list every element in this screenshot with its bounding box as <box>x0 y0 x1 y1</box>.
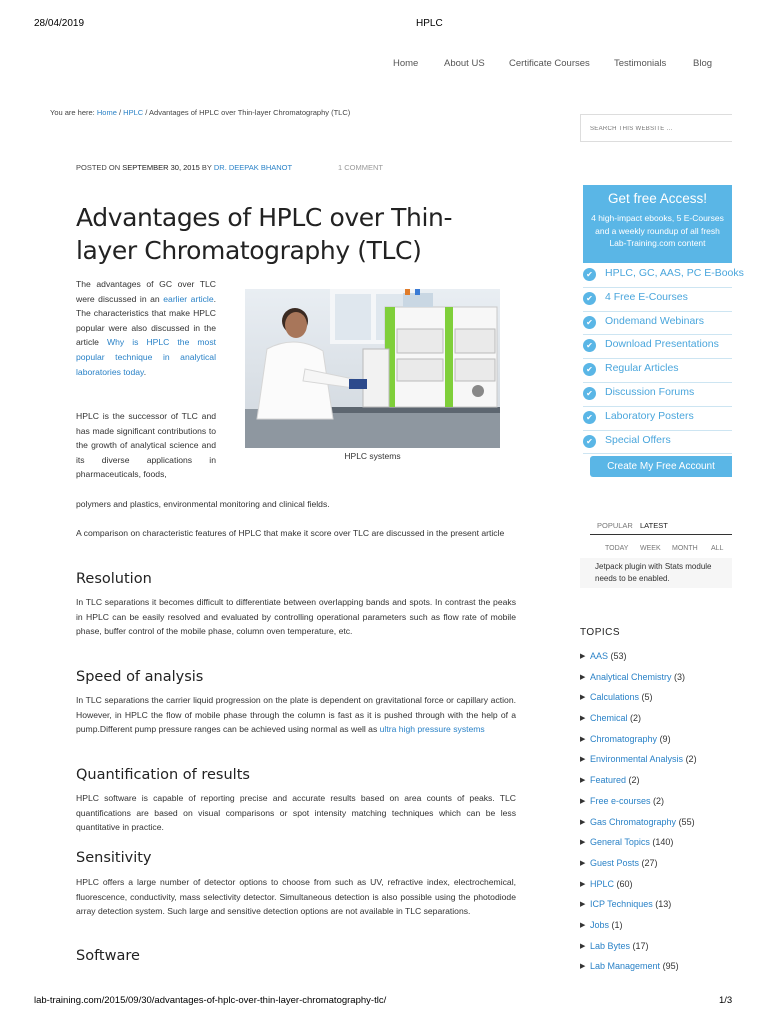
topic-count: (2) <box>628 775 640 786</box>
topic-count: (140) <box>652 837 674 848</box>
breadcrumb <box>50 108 350 117</box>
topic-label <box>590 920 623 930</box>
hplc-systems-photo <box>245 289 500 448</box>
topic-link[interactable]: Jobs <box>590 919 610 930</box>
promo-item[interactable] <box>583 383 732 407</box>
arrow-right-icon: ▶ <box>580 653 586 660</box>
check-icon: ✔ <box>583 363 596 376</box>
post-date: SEPTEMBER 30, 2015 <box>122 163 200 172</box>
topic-count: (1) <box>611 919 623 930</box>
heading-resolution: Resolution <box>76 571 152 587</box>
by-label: BY <box>201 163 212 172</box>
topic-count: (55) <box>678 816 695 827</box>
promo-item[interactable] <box>583 312 732 336</box>
check-icon: ✔ <box>583 435 596 448</box>
arrow-right-icon: ▶ <box>580 756 586 764</box>
arrow-right-icon: ▶ <box>580 673 586 681</box>
arrow-right-icon: ▶ <box>580 777 586 785</box>
promo-item[interactable] <box>583 288 732 312</box>
topic-link[interactable]: Lab Bytes <box>590 940 631 951</box>
tab-today[interactable]: TODAY <box>605 545 629 552</box>
intro-text-1: The advantages of GC over TLC were discussed in an <box>76 279 216 304</box>
arrow-right-icon: ▶ <box>580 694 586 702</box>
breadcrumb-prefix: You are here: <box>50 108 95 117</box>
topic-link[interactable]: Calculations <box>590 692 640 703</box>
topic-count: (2) <box>653 795 665 806</box>
promo-item-label: 4 Free E-Courses <box>605 290 688 303</box>
arrow-right-icon: ▶ <box>580 880 586 888</box>
promo-item[interactable] <box>583 335 732 359</box>
arrow-right-icon: ▶ <box>580 735 586 743</box>
tab-latest[interactable]: LATEST <box>640 521 668 530</box>
topic-label <box>590 692 653 702</box>
nav-certificate-courses[interactable]: Certificate Courses <box>509 58 590 69</box>
topic-count: (9) <box>659 733 671 744</box>
nav-home[interactable]: Home <box>393 58 419 69</box>
create-account-button[interactable]: Create My Free Account <box>590 456 732 477</box>
intro-text-3: . <box>143 366 147 377</box>
arrow-right-icon: ▶ <box>580 797 586 805</box>
arrow-right-icon: ▶ <box>580 901 586 909</box>
sensitivity-paragraph: HPLC offers a large number of detector options to choose from such as UV, refractive index, electrochemical, fluorescence, conductivity, mass selectivity detector. Simultaneous detection is also possible using the photodiode array detection system. Such large and sensitive detection options are not available in TLC separations. <box>76 877 516 917</box>
topic-count: (5) <box>641 692 653 703</box>
promo-item-label: Special Offers <box>605 433 671 446</box>
promo-item-label: Discussion Forums <box>605 385 695 398</box>
promo-item-label: Download Presentations <box>605 338 719 351</box>
heading-quantification: Quantification of results <box>76 767 250 783</box>
topic-label <box>590 734 671 744</box>
topic-link[interactable]: Guest Posts <box>590 857 640 868</box>
tab-all[interactable]: ALL <box>711 545 724 552</box>
topic-label <box>590 713 641 723</box>
topic-count: (13) <box>655 899 672 910</box>
topic-link[interactable]: ICP Techniques <box>590 899 653 910</box>
promo-item-label: Ondemand Webinars <box>605 314 705 327</box>
successor-paragraph-end: polymers and plastics, environmental monitoring and clinical fields. <box>76 499 330 509</box>
search-input[interactable] <box>590 126 730 132</box>
promo-item-label: Laboratory Posters <box>605 409 694 422</box>
topics-heading: TOPICS <box>580 627 621 638</box>
print-title: HPLC <box>416 18 443 29</box>
breadcrumb-current: Advantages of HPLC over Thin-layer Chromatography (TLC) <box>149 108 351 117</box>
check-icon: ✔ <box>583 339 596 352</box>
comments-link[interactable]: 1 COMMENT <box>338 163 383 172</box>
print-url: lab-training.com/2015/09/30/advantages-of-hplc-over-thin-layer-chromatography-tlc/ <box>34 995 387 1006</box>
posted-on-label: POSTED ON <box>76 163 121 172</box>
resolution-paragraph: In TLC separations it becomes difficult to differentiate between overlapping bands and spots. In contrast the peaks in HPLC can be easily resolved and evaluated by controlling operational parameters such as flow rate of mobile phase, buffer control of the mobile phase, column oven temperature, etc. <box>76 597 516 637</box>
successor-paragraph: HPLC is the successor of TLC and has made significant contributions to the growth of analytical science and its diverse applications in pharmaceuticals, foods, <box>76 411 216 480</box>
topic-link[interactable]: AAS <box>590 651 609 661</box>
promo-item[interactable] <box>583 431 732 455</box>
topic-label <box>590 899 671 909</box>
tab-month[interactable]: MONTH <box>672 545 698 552</box>
arrow-right-icon: ▶ <box>580 818 586 826</box>
arrow-right-icon: ▶ <box>580 942 586 950</box>
check-icon: ✔ <box>583 411 596 424</box>
arrow-right-icon: ▶ <box>580 859 586 867</box>
breadcrumb-home-link[interactable]: Home <box>96 108 117 117</box>
free-access-desc <box>583 212 732 250</box>
promo-item[interactable] <box>583 407 732 431</box>
heading-software: Software <box>76 948 140 964</box>
photo-caption: HPLC systems <box>344 451 401 461</box>
topic-link[interactable]: Featured <box>590 775 627 786</box>
print-page: 1/3 <box>719 995 733 1006</box>
topic-label <box>590 796 664 806</box>
heading-speed: Speed of analysis <box>76 669 204 685</box>
free-access-line: and a weekly roundup of all fresh <box>595 225 720 236</box>
topic-link[interactable]: Gas Chromatography <box>590 816 677 827</box>
topic-link[interactable]: General Topics <box>590 837 650 848</box>
nav-blog[interactable]: Blog <box>693 58 713 69</box>
check-icon: ✔ <box>583 268 596 281</box>
topic-label <box>590 817 695 827</box>
nav-testimonials[interactable]: Testimonials <box>614 58 667 69</box>
topic-link[interactable]: Analytical Chemistry <box>590 671 672 682</box>
speed-text: In TLC separations the carrier liquid progression on the plate is dependent on gravitational force or capillary action. However, in HPLC the flow of mobile phase through the column is fast as it is pushed through with the help of a pump.Different pump pressure ranges can be achieved using normal as well as <box>76 695 516 735</box>
topic-link[interactable]: Free e-courses <box>590 795 651 806</box>
hplc-lab-illustration <box>245 289 500 448</box>
check-icon: ✔ <box>583 316 596 329</box>
topic-count: (17) <box>632 940 649 951</box>
topic-count: (53) <box>610 651 627 661</box>
topic-label <box>590 672 685 682</box>
tab-popular[interactable]: POPULAR <box>597 521 633 530</box>
quantification-paragraph: HPLC software is capable of reporting precise and accurate results based on area counts of peaks. TLC quantifications are based on visual comparisons or spot intensity matching techniques which can be less quantitative in practice. <box>76 793 516 833</box>
intro-paragraph <box>76 277 216 379</box>
check-icon: ✔ <box>583 292 596 305</box>
topic-count: (60) <box>616 878 633 889</box>
topic-count: (27) <box>641 857 658 868</box>
print-date: 28/04/2019 <box>34 18 85 29</box>
free-access-line: Lab-Training.com content <box>609 238 706 248</box>
topic-link[interactable]: Chromatography <box>590 733 658 744</box>
free-access-title: Get free Access! <box>607 191 708 206</box>
topic-count: (95) <box>662 961 679 972</box>
free-access-line: 4 high-impact ebooks, 5 E-Courses <box>591 213 724 223</box>
author-link[interactable]: DR. DEEPAK BHANOT <box>213 163 293 172</box>
free-access-list <box>583 264 744 454</box>
breadcrumb-hplc-link[interactable]: HPLC <box>123 108 144 117</box>
promo-item-label: HPLC, GC, AAS, PC E-Books <box>605 267 744 279</box>
arrow-right-icon: ▶ <box>580 963 586 971</box>
promo-item-label: Regular Articles <box>605 362 679 375</box>
topic-link[interactable]: Environmental Analysis <box>590 754 684 765</box>
tabs-divider <box>590 534 732 535</box>
promo-item[interactable] <box>583 359 732 383</box>
topic-link[interactable]: Chemical <box>590 713 628 724</box>
topic-label <box>590 651 627 661</box>
breadcrumb-sep: / <box>118 108 122 117</box>
tab-week[interactable]: WEEK <box>640 545 661 552</box>
nav-about[interactable]: About US <box>444 58 485 69</box>
topic-link[interactable]: Lab Management <box>590 961 661 972</box>
topic-label <box>590 754 697 764</box>
topic-label <box>590 941 649 951</box>
comparison-paragraph: A comparison on characteristic features of HPLC that make it score over TLC are discussed in the present article <box>76 528 505 538</box>
intro-text-2: . The characteristics that make HPLC popular were also discussed in the article <box>76 293 217 348</box>
topic-label <box>590 879 633 889</box>
check-icon: ✔ <box>583 387 596 400</box>
earlier-article-link[interactable]: earlier article <box>163 293 214 304</box>
arrow-right-icon: ▶ <box>580 839 586 847</box>
topic-label <box>590 775 640 785</box>
post-meta <box>76 163 292 172</box>
topic-count: (2) <box>630 713 642 724</box>
promo-item[interactable] <box>583 264 744 288</box>
ultra-high-pressure-link[interactable]: ultra high pressure systems <box>379 724 485 735</box>
breadcrumb-sep: / <box>145 108 148 117</box>
speed-paragraph <box>76 693 516 737</box>
free-access-box <box>583 185 732 263</box>
arrow-right-icon: ▶ <box>580 715 586 723</box>
arrow-right-icon: ▶ <box>580 921 586 929</box>
topic-label <box>590 858 658 868</box>
why-hplc-link[interactable]: Why is HPLC the most popular technique in analytical laboratories today <box>76 337 217 377</box>
search-box <box>580 114 732 142</box>
topic-label <box>590 961 679 971</box>
heading-sensitivity: Sensitivity <box>76 850 152 866</box>
topic-count: (2) <box>685 754 697 765</box>
topic-link[interactable]: HPLC <box>590 878 615 889</box>
jetpack-notice: Jetpack plugin with Stats module needs to be enabled. <box>580 558 732 588</box>
topic-count: (3) <box>674 671 686 682</box>
topic-label <box>590 837 673 847</box>
article-title: Advantages of HPLC over Thin-layer Chromatography (TLC) <box>76 203 453 265</box>
